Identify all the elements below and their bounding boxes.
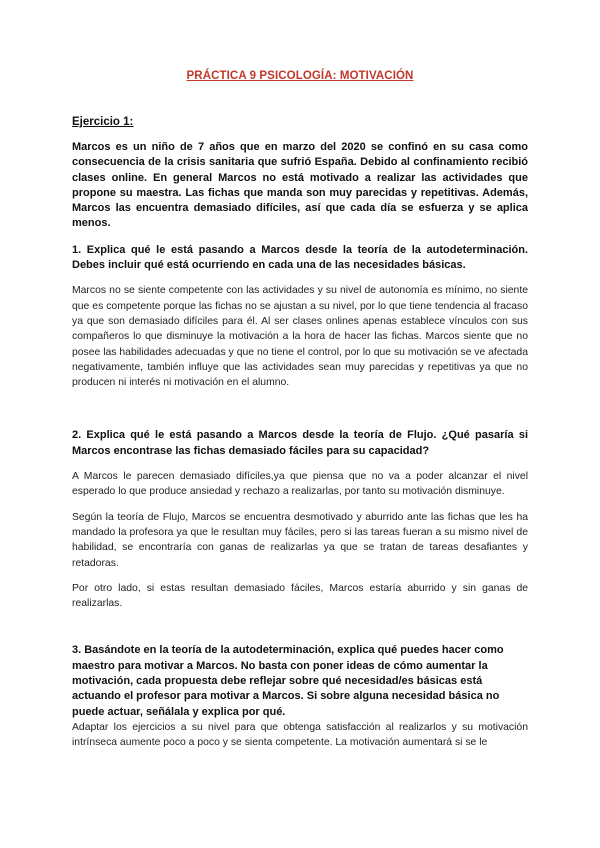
answer-3-paragraph-1: Adaptar los ejercicios a su nivel para que obtenga satisfacción al realizarlos y su motivación intrínseca aumente poco a poco y se sienta competente. La motivación aumentará si se le xyxy=(72,721,528,749)
case-description: Marcos es un niño de 7 años que en marzo del 2020 se confinó en su casa como consecuencia de la crisis sanitaria que sufrió España. Debido al confinamiento recibió clases online. En general Marcos no está motivado a realizar las actividades que propone su maestra. Las fichas que manda son muy parecidas y repetitivas. Además, Marcos las encuentra demasiado difíciles, así que cada día se esfuerza y se aplica menos. xyxy=(72,141,528,230)
spacer xyxy=(72,400,528,428)
page-title: PRÁCTICA 9 PSICOLOGÍA: MOTIVACIÓN xyxy=(186,70,414,82)
spacer xyxy=(72,621,528,643)
answer-2-paragraph-3: Por otro lado, si estas resultan demasiado fáciles, Marcos estaría aburrido y sin ganas de realizarlas. xyxy=(72,582,528,610)
question-1: 1. Explica qué le está pasando a Marcos desde la teoría de la autodeterminación. Debes incluir qué está ocurriendo en cada una de las necesidades básicas. xyxy=(72,243,528,272)
answer-1-paragraph-1: Marcos no se siente competente con las actividades y su nivel de autonomía es mínimo, no siente que es competente porque las fichas no se ajustan a su nivel, por lo que tiene tendencia al fracaso ya que son demasiado difíciles para él. Al ser clases onlines apenas establece vínculos con sus compañeros lo que disminuye la motivación a la hora de hacer las fichas. Marcos siente que no posee las habilidades adecuadas y que no tiene el control, por lo que su motivación se ve afectada negativamente, también influye que las actividades sean muy parecidas y repetitivas ya que no producen ni interés ni motivación en el alumno. xyxy=(72,285,528,389)
question-3: 3. Basándote en la teoría de la autodeterminación, explica qué puedes hacer como maestro para motivar a Marcos. No basta con poner ideas de cómo aumentar la motivación, cada propuesta debe reflejar sobre qué necesidad/es básicas está actuando el profesor para motivar a Marcos. Si sobre alguna necesidad básica no puede actuar, señálala y explica por qué. xyxy=(72,644,504,718)
answer-2-paragraph-1: A Marcos le parecen demasiado difíciles,ya que piensa que no va a poder alcanzar el nivel esperado lo que produce ansiedad y rechazo a realizarlas, por tanto su motivación disminuye. xyxy=(72,471,528,498)
exercise-heading: Ejercicio 1: xyxy=(72,116,134,128)
answer-2-paragraph-2: Según la teoría de Flujo, Marcos se encuentra desmotivado y aburrido ante las fichas que les ha mandado la profesora ya que le resultan muy fáciles, pero si las tareas fueran a su mismo nivel de habilidad, se encontraría con ganas de realizarlas ya que se tratan de tareas desafiantes y retadoras. xyxy=(72,511,528,569)
question-2: 2. Explica qué le está pasando a Marcos desde la teoría de Flujo. ¿Qué pasaría si Marcos encontrase las fichas demasiado fáciles para su capacidad? xyxy=(72,429,528,457)
